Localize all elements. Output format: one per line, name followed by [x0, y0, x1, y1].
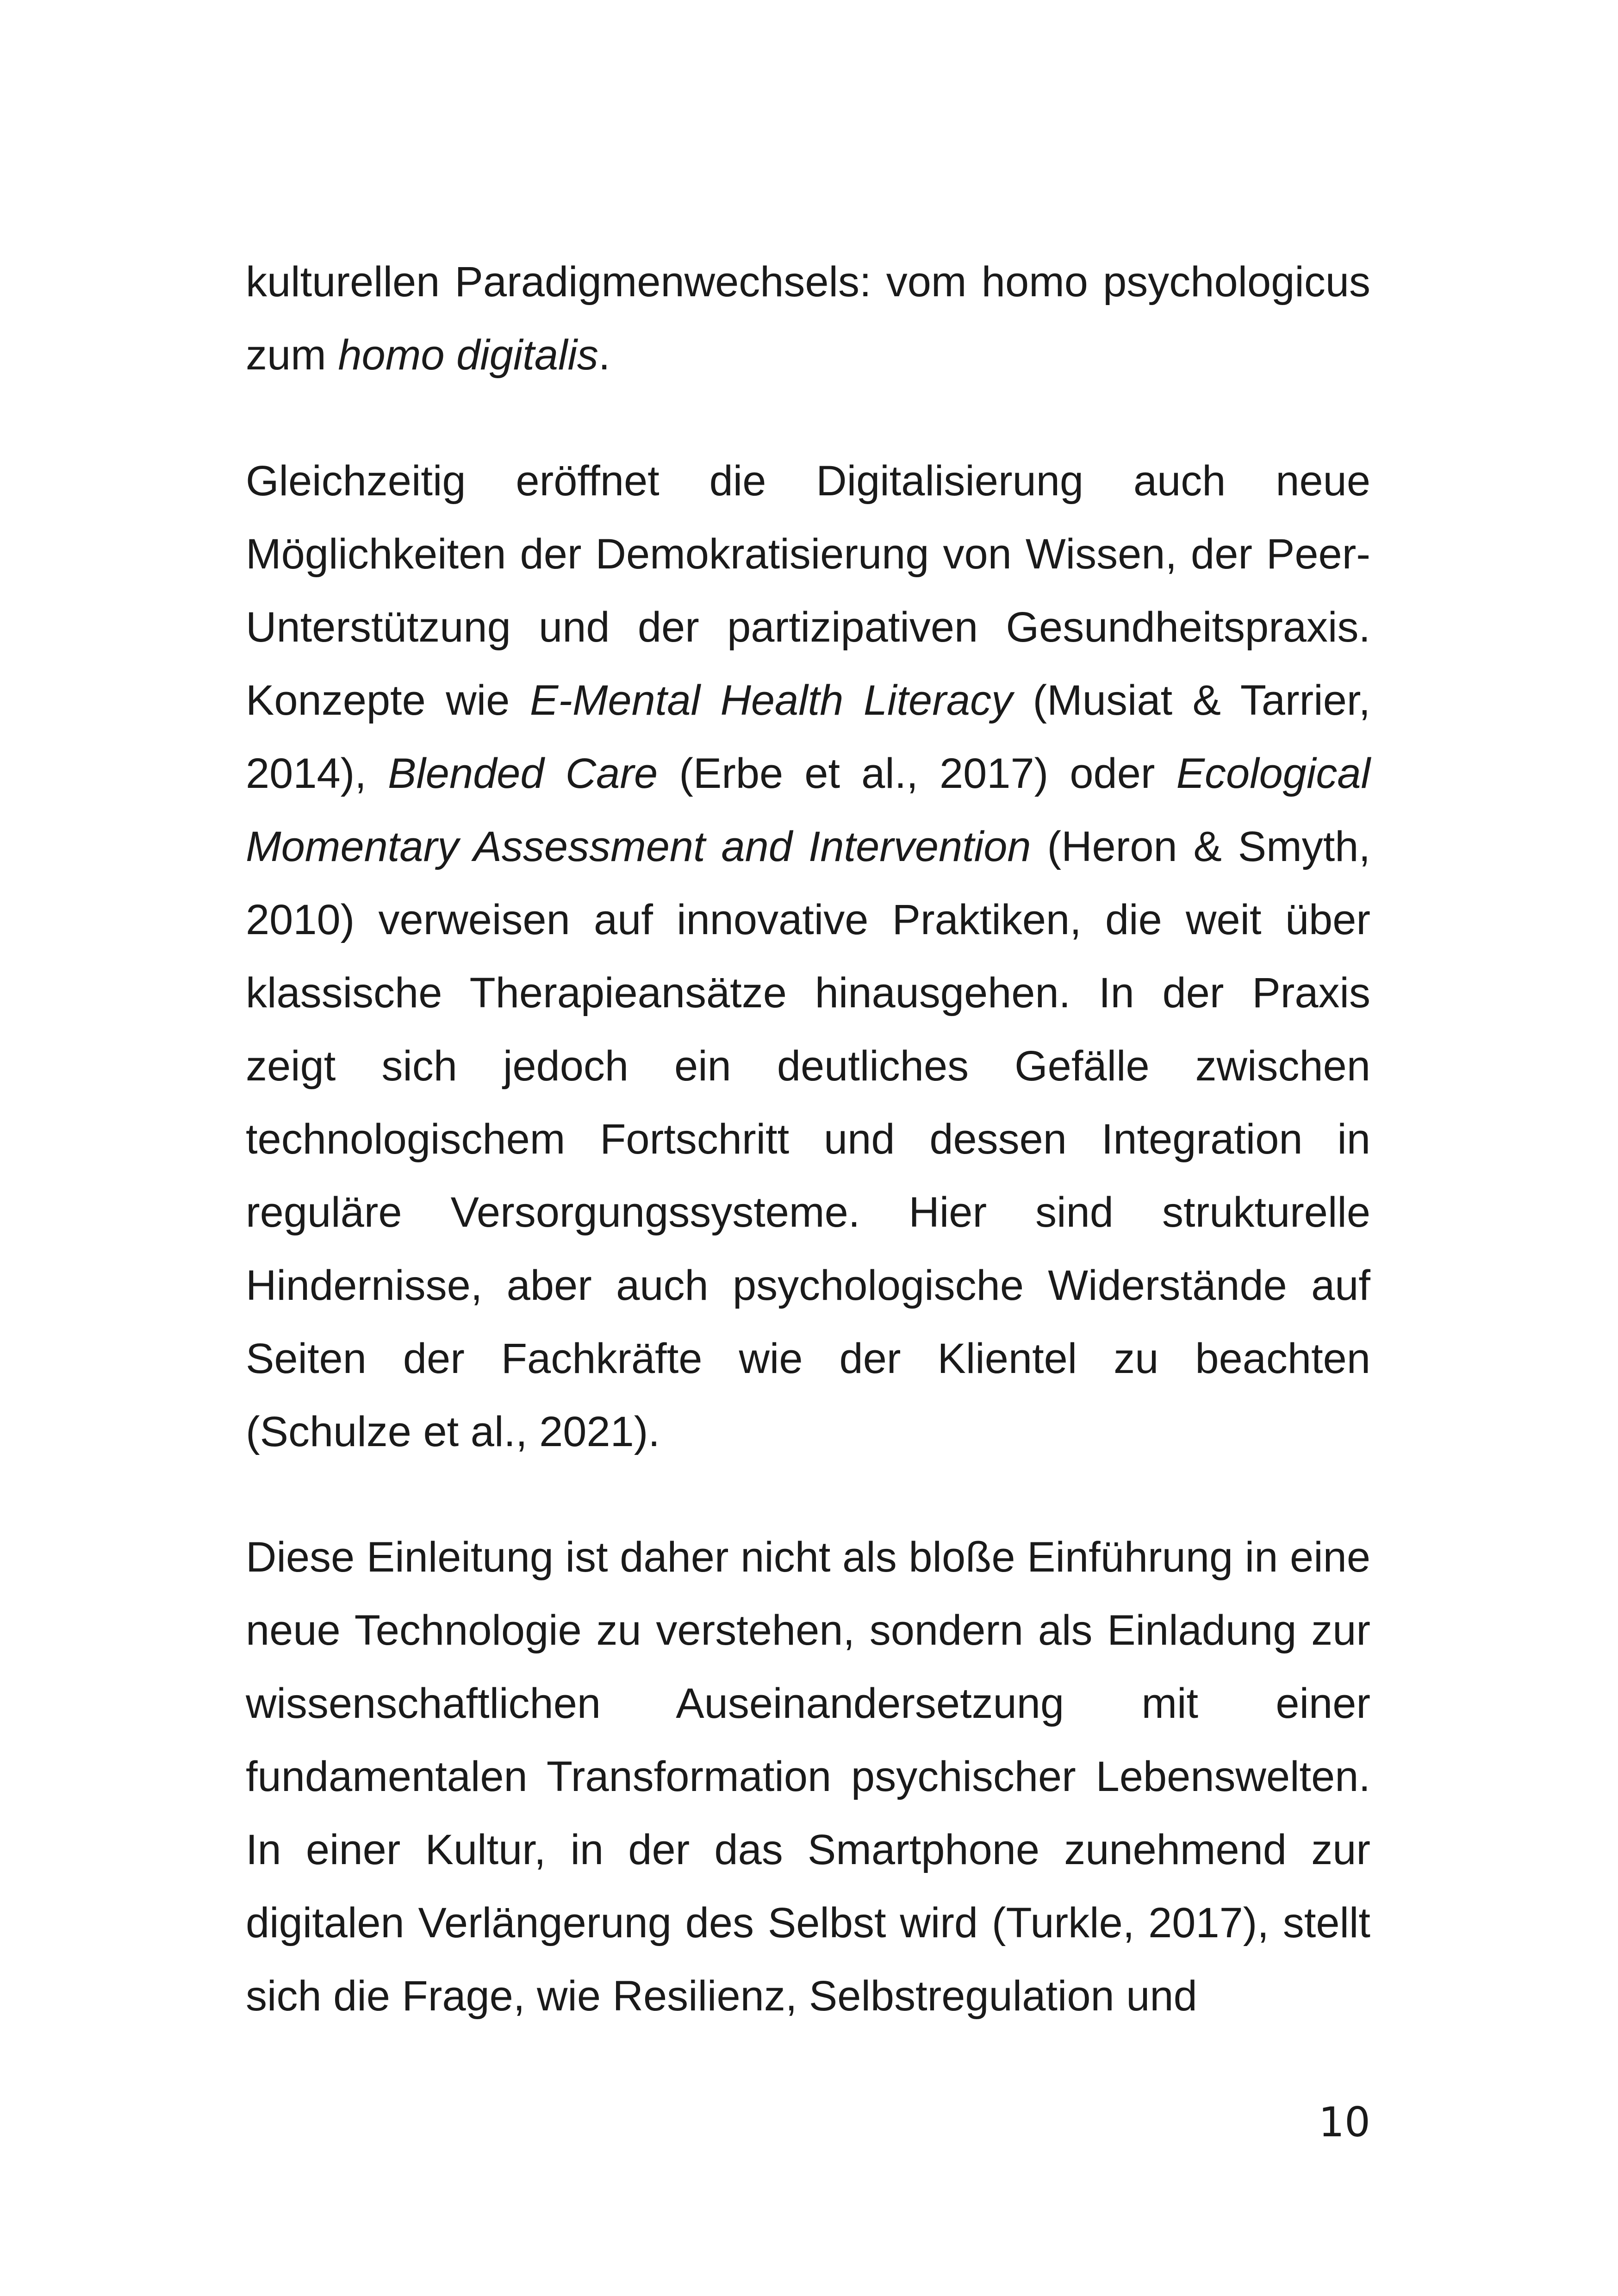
- paragraph-1-italic-term: homo digitalis: [338, 331, 598, 379]
- paragraph-2-italic-term-1: E-Mental Health Literacy: [529, 677, 1013, 724]
- paragraph-2-text-a: Gleichzeitig eröffnet die Digitalisierung auch neue Möglichkeiten der Demokratisierung von Wissen, der Peer-Unterstützung und der partizipativen Gesundheitspraxis. Konzepte wie: [246, 457, 1370, 724]
- page-number: 10: [1319, 2098, 1370, 2146]
- paragraph-3-text: Diese Einleitung ist daher nicht als bloße Einführung in eine neue Technologie zu verstehen, sondern als Einladung zur wissenschaftlichen Auseinandersetzung mit einer fundamentalen Transformation psychischer Lebenswelten. In einer Kultur, in der das Smartphone zunehmend zur digitalen Verlängerung des Selbst wird (Turkle, 2017), stellt sich die Frage, wie Resilienz, Selbstregulation und: [246, 1534, 1370, 2020]
- paragraph-2-italic-term-2: Blended Care: [387, 750, 658, 797]
- paragraph-2-text-b: (Musiat & Tarrier, 2014),: [246, 677, 1371, 797]
- paragraph-1-text: kulturellen Paradigmenwechsels: vom homo psychologicus zum: [246, 258, 1370, 379]
- paragraph-2-text-c: (Erbe et al., 2017) oder: [658, 750, 1176, 797]
- paragraph-2-italic-term-3: Ecological Momentary Assessment and Intervention: [246, 750, 1370, 870]
- paragraph-1: [246, 245, 1370, 392]
- paragraph-1-end: .: [598, 331, 610, 379]
- paragraph-3: [246, 1521, 1370, 2033]
- paragraph-2: [246, 444, 1370, 1468]
- paragraph-2-text-d: (Heron & Smyth, 2010) verweisen auf innovative Praktiken, die weit über klassische Therapieansätze hinausgehen. In der Praxis zeigt sich jedoch ein deutliches Gefälle zwischen technologischem Fortschritt und dessen Integration in reguläre Versorgungssysteme. Hier sind strukturelle Hindernisse, aber auch psychologische Widerstände auf Seiten der Fachkräfte wie der Klientel zu beachten (Schulze et al., 2021).: [246, 823, 1371, 1455]
